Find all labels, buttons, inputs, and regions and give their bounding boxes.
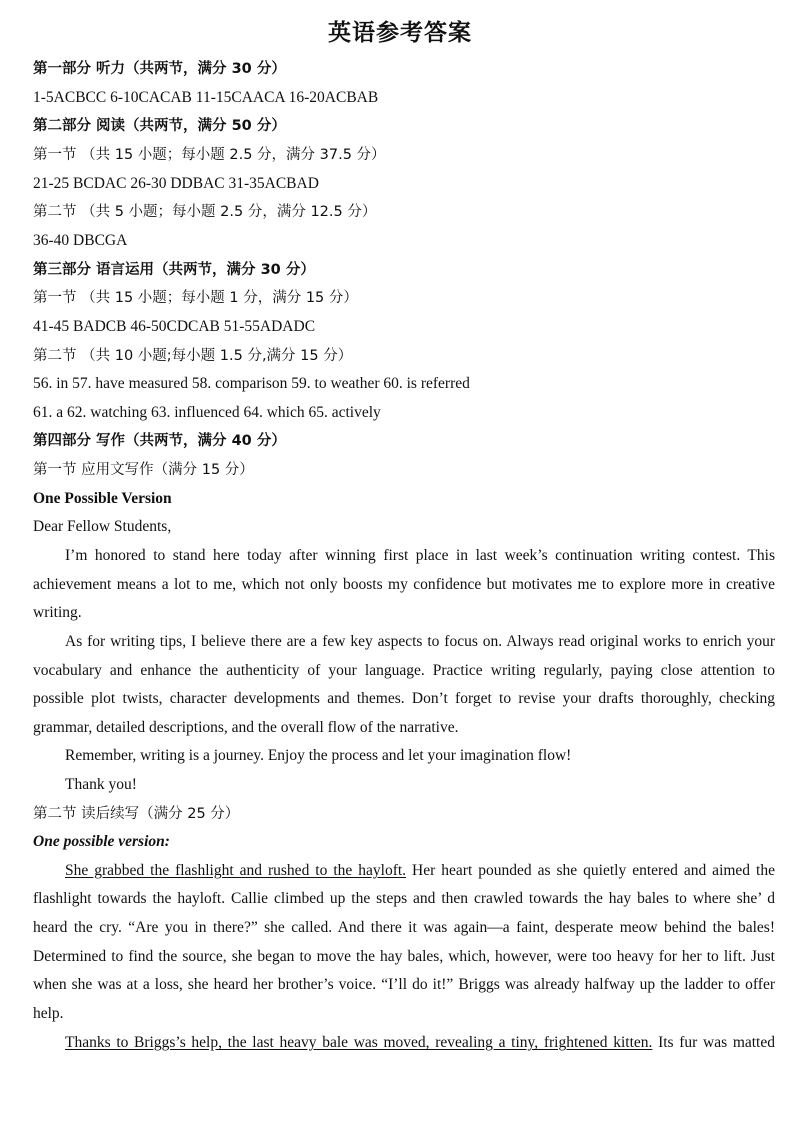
story-para2-first-line: [65, 1033, 775, 1055]
part3-sec2-answers-line2: 61. a 62. watching 63. influenced 64. which 65. actively: [33, 404, 381, 421]
part3-heading: 第三部分 语言运用（共两节，满分 30 分）: [33, 262, 315, 278]
part1-answers: 1-5ACBCC 6-10CACAB 11-15CAACA 16-20ACBAB: [33, 89, 379, 106]
part3-sec2-heading: 第二节 （共 10 小题;每小题 1.5 分,满分 15 分）: [33, 348, 353, 364]
story-para1-first-line: [65, 861, 775, 883]
story-para2-continuation: Its fur was matted: [652, 1034, 775, 1051]
letter-closing: Thank you!: [65, 776, 137, 793]
part2-sec1-answers: 21-25 BCDAC 26-30 DDBAC 31-35ACBAD: [33, 175, 319, 192]
part1-heading: 第一部分 听力（共两节，满分 30 分）: [33, 61, 286, 77]
story-line: flashlight towards the hayloft. Callie climbed up the steps and then crawled towards the hay bales to where she’ d: [33, 890, 775, 907]
story-para1-topic-sentence: She grabbed the flashlight and rushed to the hayloft.: [65, 862, 407, 879]
part2-sec2-heading: 第二节 （共 5 小题；每小题 2.5 分，满分 12.5 分）: [33, 204, 377, 220]
letter-line: grammar, detailed descriptions, and the overall flow of the narrative.: [33, 719, 459, 736]
letter-line: possible plot twists, character developments and themes. Don’t forget to revise your drafts thoroughly, checking: [33, 690, 775, 707]
letter-line: As for writing tips, I believe there are a few key aspects to focus on. Always read original works to enrich your: [65, 633, 775, 650]
story-para2-topic-sentence: Thanks to Briggs’s help, the last heavy bale was moved, revealing a tiny, frightened kitten.: [65, 1034, 653, 1051]
letter-line: Remember, writing is a journey. Enjoy the process and let your imagination flow!: [65, 747, 572, 764]
part4-sec1-heading: 第一节 应用文写作（满分 15 分）: [33, 462, 254, 478]
letter-line: I’m honored to stand here today after winning first place in last week’s continuation writing contest. This: [65, 547, 775, 564]
letter-line: vocabulary and enhance the authenticity of your language. Practice writing regularly, paying close attention to: [33, 662, 775, 679]
part3-sec1-heading: 第一节 （共 15 小题；每小题 1 分，满分 15 分）: [33, 290, 358, 306]
part4-sec2-heading: 第二节 读后续写（满分 25 分）: [33, 806, 240, 822]
sec1-version-label: One Possible Version: [33, 490, 172, 507]
part2-heading: 第二部分 阅读（共两节，满分 50 分）: [33, 118, 286, 134]
letter-line: achievement means a lot to me, which not only boosts my confidence but motivates me to explore more in creative: [33, 576, 775, 593]
letter-salutation: Dear Fellow Students,: [33, 518, 172, 535]
sec2-version-label: One possible version:: [33, 833, 170, 850]
part2-sec1-heading: 第一节 （共 15 小题；每小题 2.5 分，满分 37.5 分）: [33, 147, 386, 163]
part4-heading: 第四部分 写作（共两节，满分 40 分）: [33, 433, 286, 449]
story-para1-continuation: Her heart pounded as she quietly entered and aimed the: [406, 862, 775, 879]
story-line: Determined to find the source, she began to move the hay bales, which, however, were too heavy for her to lift. Just: [33, 948, 775, 965]
part2-sec2-answers: 36-40 DBCGA: [33, 232, 128, 249]
letter-line: writing.: [33, 604, 82, 621]
part3-sec1-answers: 41-45 BADCB 46-50CDCAB 51-55ADADC: [33, 318, 316, 335]
story-line: heard the cry. “Are you in there?” she called. And there it was again—a faint, desperate meow behind the bales!: [33, 919, 775, 936]
part3-sec2-answers-line1: 56. in 57. have measured 58. comparison 59. to weather 60. is referred: [33, 375, 470, 392]
story-line: help.: [33, 1005, 64, 1022]
story-line: when she was at a loss, she heard her brother’s voice. “I’ll do it!” Briggs was already halfway up the ladder to offer: [33, 976, 775, 993]
page-title: 英语参考答案: [328, 20, 472, 46]
